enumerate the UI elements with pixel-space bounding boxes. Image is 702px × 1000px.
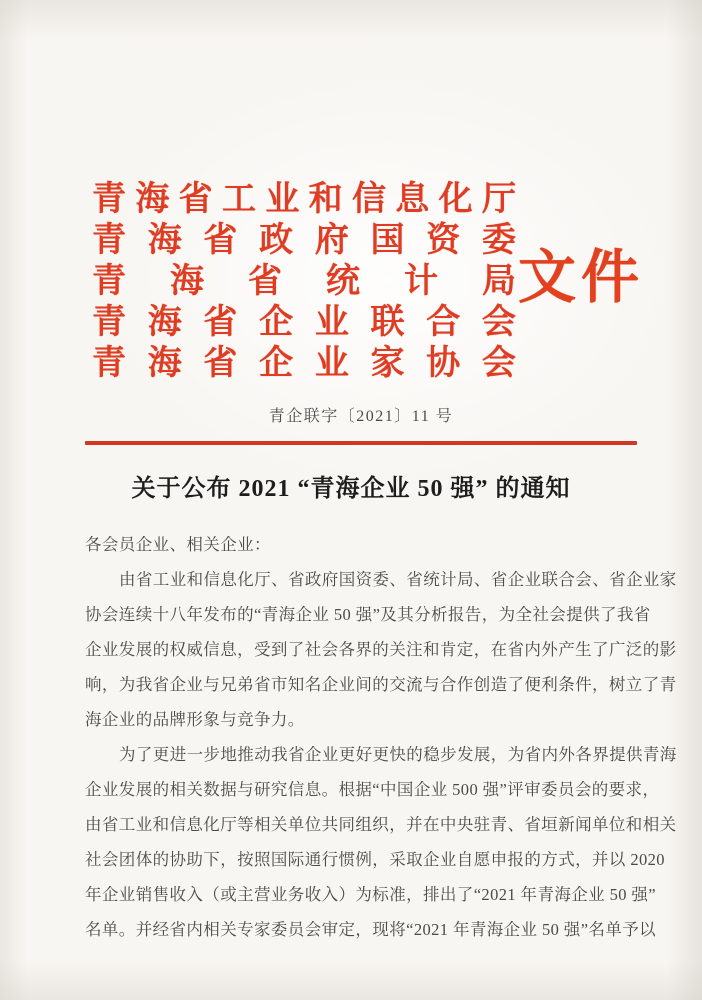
body-line: 名单。并经省内相关专家委员会审定，现将“2021 年青海企业 50 强”名单予以 <box>85 920 657 939</box>
letterhead-org-line: 青 海 省 政 府 国 资 委 <box>92 222 516 259</box>
document-reference-number: 青企联字〔2021〕11 号 <box>268 408 454 425</box>
body-line: 海企业的品牌形象与竞争力。 <box>85 710 305 729</box>
notice-body <box>85 527 677 947</box>
notice-title: 关于公布 2021 “青海企业 50 强” 的通知 <box>131 476 571 502</box>
body-line: 企业发展的相关数据与研究信息。根据“中国企业 500 强”评审委员会的要求， <box>85 780 660 799</box>
letterhead-org-line: 青 海 省 企 业 家 协 会 <box>92 345 516 382</box>
letterhead-org-line: 青 海 省 统 计 局 <box>92 263 516 300</box>
letterhead <box>92 181 645 386</box>
body-line: 社会团体的协助下，按照国际通行惯例，采取企业自愿申报的方式，并以 2020 <box>85 850 665 869</box>
body-line: 企业发展的权威信息，受到了社会各界的关注和肯定，在省内外产生了广泛的影 <box>85 640 677 659</box>
body-line: 为了更进一步地推动我省企业更好更快的稳步发展，为省内外各界提供青海 <box>119 745 677 764</box>
body-salutation-line: 各会员企业、相关企业： <box>85 535 271 554</box>
body-line: 响，为我省企业与兄弟省市知名企业间的交流与合作创造了便利条件，树立了青 <box>85 675 677 694</box>
letterhead-org-line: 青 海 省 工 业 和 信 息 化 厅 <box>92 181 516 218</box>
body-line: 由省工业和信息化厅、省政府国资委、省统计局、省企业联合会、省企业家 <box>119 570 677 589</box>
body-line: 年企业销售收入（或主营业务收入）为标准，排出了“2021 年青海企业 50 强” <box>85 885 657 904</box>
letterhead-org-column <box>92 181 516 386</box>
red-divider-line <box>85 441 637 445</box>
letterhead-org-line: 青 海 省 企 业 联 合 会 <box>92 304 516 341</box>
body-line: 协会连续十八年发布的“青海企业 50 强”及其分析报告，为全社会提供了我省 <box>85 605 651 624</box>
body-line: 由省工业和信息化厅等相关单位共同组织，并在中央驻青、省垣新闻单位和相关 <box>85 815 677 834</box>
letterhead-document-word: 文件 <box>518 245 645 310</box>
